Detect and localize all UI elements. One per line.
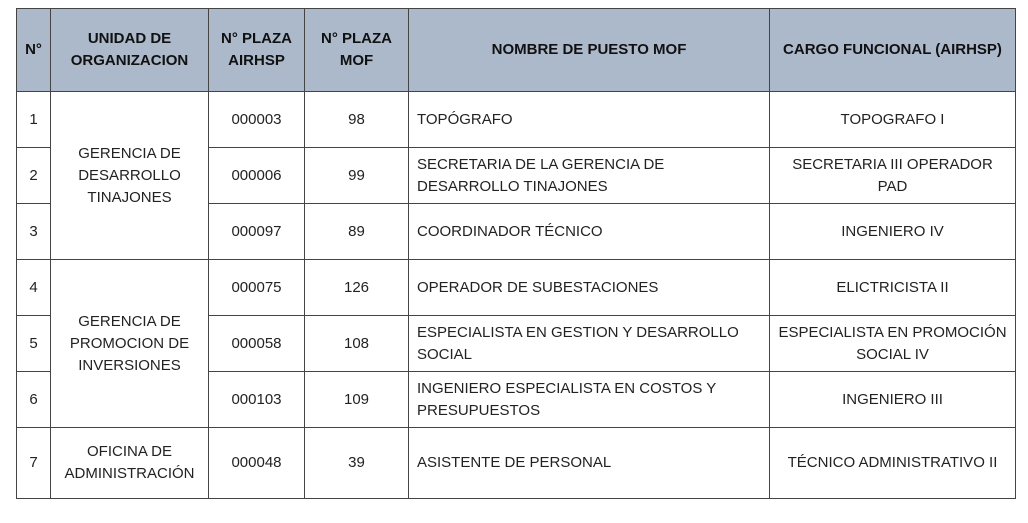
header-cargo: CARGO FUNCIONAL (AIRHSP) (770, 9, 1016, 92)
header-unidad: UNIDAD DE ORGANIZACION (51, 9, 209, 92)
puesto-cell: INGENIERO ESPECIALISTA EN COSTOS Y PRESUPUESTOS (409, 372, 770, 428)
puesto-cell: SECRETARIA DE LA GERENCIA DE DESARROLLO TINAJONES (409, 148, 770, 204)
row-number: 2 (17, 148, 51, 204)
positions-table (16, 8, 1016, 499)
unit-cell: GERENCIA DE PROMOCION DE INVERSIONES (51, 260, 209, 428)
puesto-cell: TOPÓGRAFO (409, 92, 770, 148)
puesto-cell: OPERADOR DE SUBESTACIONES (409, 260, 770, 316)
puesto-cell: ASISTENTE DE PERSONAL (409, 428, 770, 499)
row-number: 1 (17, 92, 51, 148)
plaza-mof-cell: 99 (305, 148, 409, 204)
plaza-airhsp-cell: 000075 (209, 260, 305, 316)
cargo-cell: ELICTRICISTA II (770, 260, 1016, 316)
puesto-cell: ESPECIALISTA EN GESTION Y DESARROLLO SOCIAL (409, 316, 770, 372)
cargo-cell: INGENIERO III (770, 372, 1016, 428)
plaza-airhsp-cell: 000006 (209, 148, 305, 204)
plaza-mof-cell: 108 (305, 316, 409, 372)
plaza-airhsp-cell: 000003 (209, 92, 305, 148)
table-row (17, 260, 1016, 316)
row-number: 4 (17, 260, 51, 316)
plaza-airhsp-cell: 000103 (209, 372, 305, 428)
header-n: N° (17, 9, 51, 92)
plaza-mof-cell: 98 (305, 92, 409, 148)
row-number: 6 (17, 372, 51, 428)
table-row (17, 92, 1016, 148)
header-puesto-mof: NOMBRE DE PUESTO MOF (409, 9, 770, 92)
plaza-mof-cell: 109 (305, 372, 409, 428)
row-number: 5 (17, 316, 51, 372)
cargo-cell: TOPOGRAFO I (770, 92, 1016, 148)
plaza-mof-cell: 39 (305, 428, 409, 499)
unit-cell: OFICINA DE ADMINISTRACIÓN (51, 428, 209, 499)
header-row (17, 9, 1016, 92)
plaza-airhsp-cell: 000097 (209, 204, 305, 260)
cargo-cell: INGENIERO IV (770, 204, 1016, 260)
cargo-cell: SECRETARIA III OPERADOR PAD (770, 148, 1016, 204)
plaza-mof-cell: 89 (305, 204, 409, 260)
plaza-airhsp-cell: 000048 (209, 428, 305, 499)
table-row (17, 428, 1016, 499)
cargo-cell: ESPECIALISTA EN PROMOCIÓN SOCIAL IV (770, 316, 1016, 372)
row-number: 3 (17, 204, 51, 260)
puesto-cell: COORDINADOR TÉCNICO (409, 204, 770, 260)
plaza-mof-cell: 126 (305, 260, 409, 316)
unit-cell: GERENCIA DE DESARROLLO TINAJONES (51, 92, 209, 260)
row-number: 7 (17, 428, 51, 499)
header-plaza-mof: N° PLAZA MOF (305, 9, 409, 92)
plaza-airhsp-cell: 000058 (209, 316, 305, 372)
cargo-cell: TÉCNICO ADMINISTRATIVO II (770, 428, 1016, 499)
header-plaza-airhsp: N° PLAZA AIRHSP (209, 9, 305, 92)
